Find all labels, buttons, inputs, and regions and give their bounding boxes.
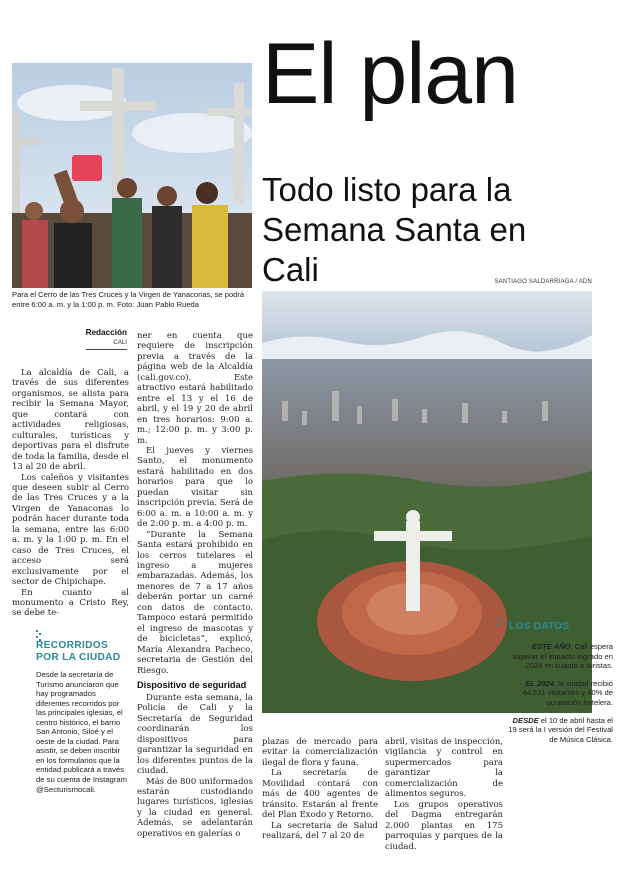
paragraph: Durante esta semana, la Policía de Cali y la Secretaría de Seguridad coordinarán los dispositivos para garantizar la seguridad en los diferentes puntos de la ciudad.: [137, 692, 253, 777]
article-column-2: [137, 331, 253, 839]
headline: El plan: [262, 26, 518, 122]
paragraph: El jueves y viernes Santo, el monumento estará habilitado en dos horarios para que lo puedan visitar sin inscripción previa. Será de 6:00 a. m. a 10:00 a. m. y de 2:00 p. m. a 4:00 p. m.: [137, 445, 253, 530]
article-column-1: [12, 368, 129, 619]
datos-item-text: , la ciudad recibió 44.531 visitantes y 40% de ocupación hotelera.: [522, 678, 613, 707]
datos-item-text: , Cali espera superar el impacto logrado en 2024 en cuanto a turistas.: [512, 642, 613, 671]
paragraph: “Durante la Semana Santa estará prohibido en los cerros tutelares el ingreso a mujeres embarazadas. Además, los menores de 7 a 17 años deberán portar un carné con datos de contacto. Tampoco estará permitido el ingreso de mascotas y de bicicletas”, explicó, María Alexandra Pacheco, secretaria de Gestión del Riesgo.: [137, 529, 253, 676]
datos-item-lead: DESDE: [512, 715, 539, 725]
article-column-3: [262, 737, 378, 842]
datos-item-lead: ESTE AÑO: [531, 642, 571, 651]
sidebar-recorridos: [36, 640, 130, 794]
datos-item-lead: EL 2024: [525, 678, 554, 688]
byline-divider: [86, 349, 127, 350]
subheadline: Todo listo para la Semana Santa en Cali: [262, 171, 527, 288]
paragraph: En cuanto al monumento a Cristo Rey, se debe te-: [12, 587, 129, 619]
photo-caption: Para el Cerro de las Tres Cruces y la Virgen de Yanaconas, se podrá entre 6:00 a. m. y la 1:00 p. m. Foto: Juan Pablo Rueda: [12, 290, 245, 309]
paragraph: La alcaldía de Cali, a través de sus diferentes organismos, se alista para recibir la Semana Mayor, que contará con actividades religiosas, culturales, turísticas y deportivas para el disfrute de toda la familia, desde el 13 al 20 de abril.: [12, 368, 129, 473]
article-column-4: [385, 737, 503, 852]
byline-city: CALI: [113, 339, 127, 346]
section-subhead: Dispositivo de seguridad: [137, 679, 247, 690]
byline-author: Redacción: [85, 328, 127, 337]
paragraph: abril, visitas de inspección, vigilancia y control en supermercados para garantizar la comercialización de alimentos seguros.: [385, 737, 503, 800]
paragraph: La secretaría de Movilidad contará con más de 400 agentes de tránsito. Estarán al frente del Plan Éxodo y Retorno.: [262, 768, 378, 821]
datos-item-text: el 10 de abril hasta el 19 será la I versión del Festival de Música Clásica.: [508, 715, 613, 744]
sidebar-body: Desde la secretaría de Turismo anunciaron que hay programados diferentes recorridos por las principales iglesias, el centro histórico, el barrio San Antonio, Siloé y el oeste de la ciudad. Para asistir, se deben inscribir en los formularios que la entidad publicará a través de su cuenta de Instagram @Secturismocali.: [36, 670, 128, 794]
paragraph: Los grupos operativos del Dagma entregarán 2.000 plantas en 175 parroquias y parques de la ciudad.: [385, 799, 503, 852]
paragraph: La secretaría de Salud realizará, del 7 al 20 de: [262, 820, 378, 842]
paragraph: ner en cuenta que requiere de inscripción previa a través de la página web de la Alcaldía (cali.gov.co). Este atractivo estará habilitado entre el 13 y el 16 de abril, y el 19 y 20 de abril en tres horarios: 9:00 a. m.; 12:00 p. m. y 3:00 p. m.: [137, 331, 253, 446]
datos-item: [505, 679, 613, 708]
paragraph: Los caleños y visitantes que deseen subir al Cerro de las Tres Cruces y a la Virgen de Yanaconas lo podrán hacer durante toda la semana, entre las 6:00 a. m. y la 1:00 p. m. En el caso de Tres Cruces, el acceso será exclusivamente por el sector de Chipichape.: [12, 472, 129, 588]
tres-cruces-photo: [12, 63, 252, 288]
datos-title: LOS DATOS: [509, 620, 570, 632]
sidebar-title: RECORRIDOS POR LA CIUDAD: [36, 640, 121, 663]
photo-credit: SANTIAGO SALDARRIAGA / ADN: [494, 279, 592, 285]
datos-item: [505, 642, 613, 671]
paragraph: plazas de mercado para evitar la comercialización ilegal de flora y fauna.: [262, 737, 378, 768]
datos-item: [505, 716, 613, 745]
los-datos-box: [505, 618, 613, 744]
paragraph: Más de 800 uniformados estarán custodiando lugares turísticos, iglesias y la ciudad en general. Además, se adelantarán operativos en galerías o: [137, 776, 253, 839]
